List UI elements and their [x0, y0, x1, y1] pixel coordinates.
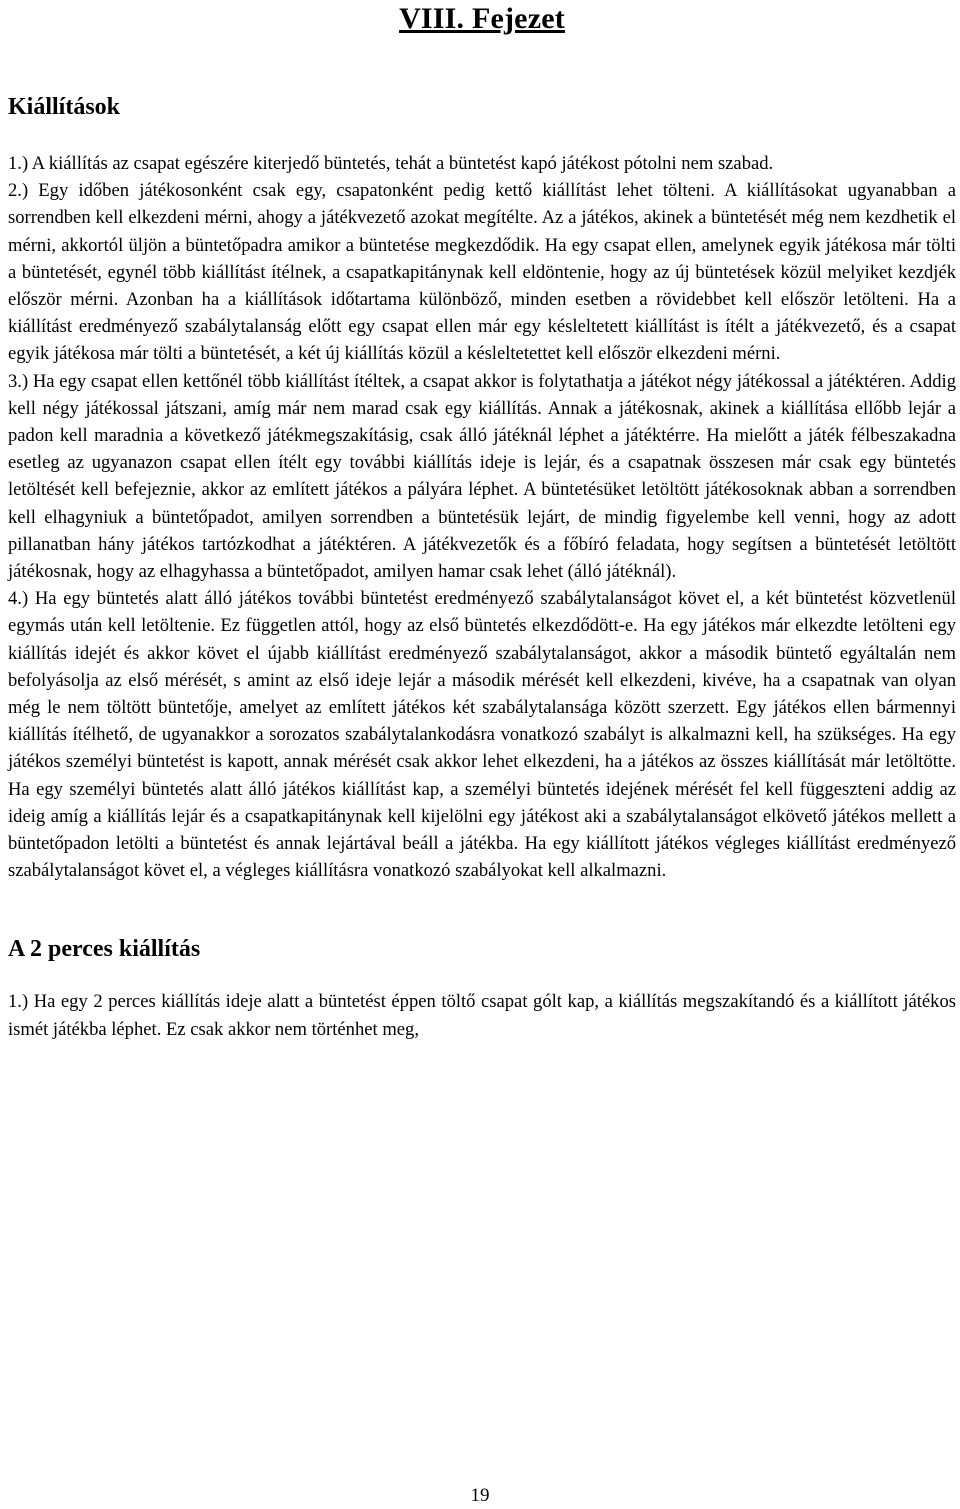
paragraph-rule-2: 2.) Egy időben játékosonként csak egy, csapatonként pedig kettő kiállítást lehet tölteni. A kiállításokat ugyanabban a sorrendben kell elkezdeni mérni, ahogy a játékvezető azokat megítélte. Az a játékos, akinek a büntetését még nem kezdhetik el mérni, akkortól üljön a büntetőpadra amikor a büntetése megkezdődik. Ha egy csapat ellen, amelynek egyik játékosa már tölti a büntetését, egynél több kiállítást ítélnek, a csapatkapitánynak kell eldöntenie, hogy az új büntetések közül melyiket kezdjék először mérni. Azonban ha a kiállítások időtartama különböző, minden esetben a rövidebbet kell először letölteni. Ha a kiállítást eredményező szabálytalanság előtt egy csapat ellen már egy késleltetett kiállítást is ítélt a játékvezető, és a csapat egyik játékosa már tölti a büntetését, a két új kiállítás közül a késleltetettet kell először elkezdeni mérni. — [8, 180, 956, 365]
section-heading: A 2 perces kiállítás — [8, 936, 201, 963]
section-2-perces-kiallitas — [8, 934, 956, 1042]
paragraph-rule-4: 4.) Ha egy büntetés alatt álló játékos további büntetést eredményező szabálytalanságot követ el, a két büntetést közvetlenül egymás után kell letöltenie. Ez független attól, hogy az első büntetés elkezdődött-e. Ha egy játékos már elkezdte letölteni egy kiállítás idejét és akkor követ el újabb kiállítást eredményező szabálytalanságot, akkor a második büntető egyáltalán nem befolyásolja az első mérését, s amint az első ideje lejár a második mérését kell elkezdeni, kivéve, ha a csapatnak van olyan még le nem töltött büntetője, amelyet az említett játékos két szabálytalansága között szerzett. Egy játékos ellen bármennyi kiállítás ítélhető, de ugyanakkor a sorozatos szabálytalankodásra vonatkozó szabályt is alkalmazni kell, ha szükséges. Ha egy játékos személyi büntetést is kapott, annak mérését csak akkor lehet elkezdeni, ha a játékos az összes kiállítását már letöltötte. Ha egy személyi büntetés alatt álló játékos kiállítást kap, a személyi büntetés idejének mérését fel kell függeszteni addig az ideig amíg a kiállítás lejár és a csapatkapitánynak kell kijelölni egy játékost aki a szabálytalanságot elkövető játékos mellett a büntetőpadon letölti a büntetést és annak lejártával beáll a játékba. Ha egy kiállított játékos végleges kiállítást eredményező szabálytalanságot követ el, a végleges kiállításra vonatkozó szabályokat kell alkalmazni. — [8, 588, 956, 882]
paragraph-rule-1: 1.) Ha egy 2 perces kiállítás ideje alatt a büntetést éppen töltő csapat gólt kap, a kiállítás megszakítandó és a kiállított játékos ismét játékba léphet. Ez csak akkor nem történhet meg, — [8, 991, 956, 1040]
paragraph-rule-3: 3.) Ha egy csapat ellen kettőnél több kiállítást ítéltek, a csapat akkor is folytathatja a játékot négy játékossal a játéktéren. Addig kell négy játékossal játszani, amíg már nem marad csak egy kiállítás. Annak a játékosnak, akinek a kiállítása ellőbb lejár a padon kell maradnia a következő játékmegszakításig, csak álló játéknál léphet a játéktérre. Ha mielőtt a játék félbeszakadna esetleg az ugyanazon csapat ellen ítélt egy további kiállítás ideje is lejár, és a csapatnak összesen már csak egy büntetés letöltését kell befejeznie, akkor az említett játékos a pályára léphet. A büntetésüket letöltött játékosoknak abban a sorrendben kell elhagyniuk a büntetőpadot, amilyen sorrendben a büntetésük lejárt, de mindig figyelembe kell venni, hogy az adott pillanatban hány játékos tartózkodhat a játéktéren. A játékvezetők és a főbíró feladata, hogy segítsen a büntetését letöltött játékosnak, hogy az elhagyhassa a büntetőpadot, amilyen hamar csak lehet (álló játéknál). — [8, 370, 956, 583]
paragraph-rule-1: 1.) A kiállítás az csapat egészére kiterjedő büntetés, tehát a büntetést kapó játékost pótolni nem szabad. — [8, 153, 774, 174]
section-heading: Kiállítások — [8, 94, 121, 120]
section-kiallitasok — [8, 92, 956, 884]
page-number: 19 — [470, 1485, 490, 1506]
chapter-title: VIII. Fejezet — [399, 2, 565, 35]
document-page — [8, 0, 956, 1043]
